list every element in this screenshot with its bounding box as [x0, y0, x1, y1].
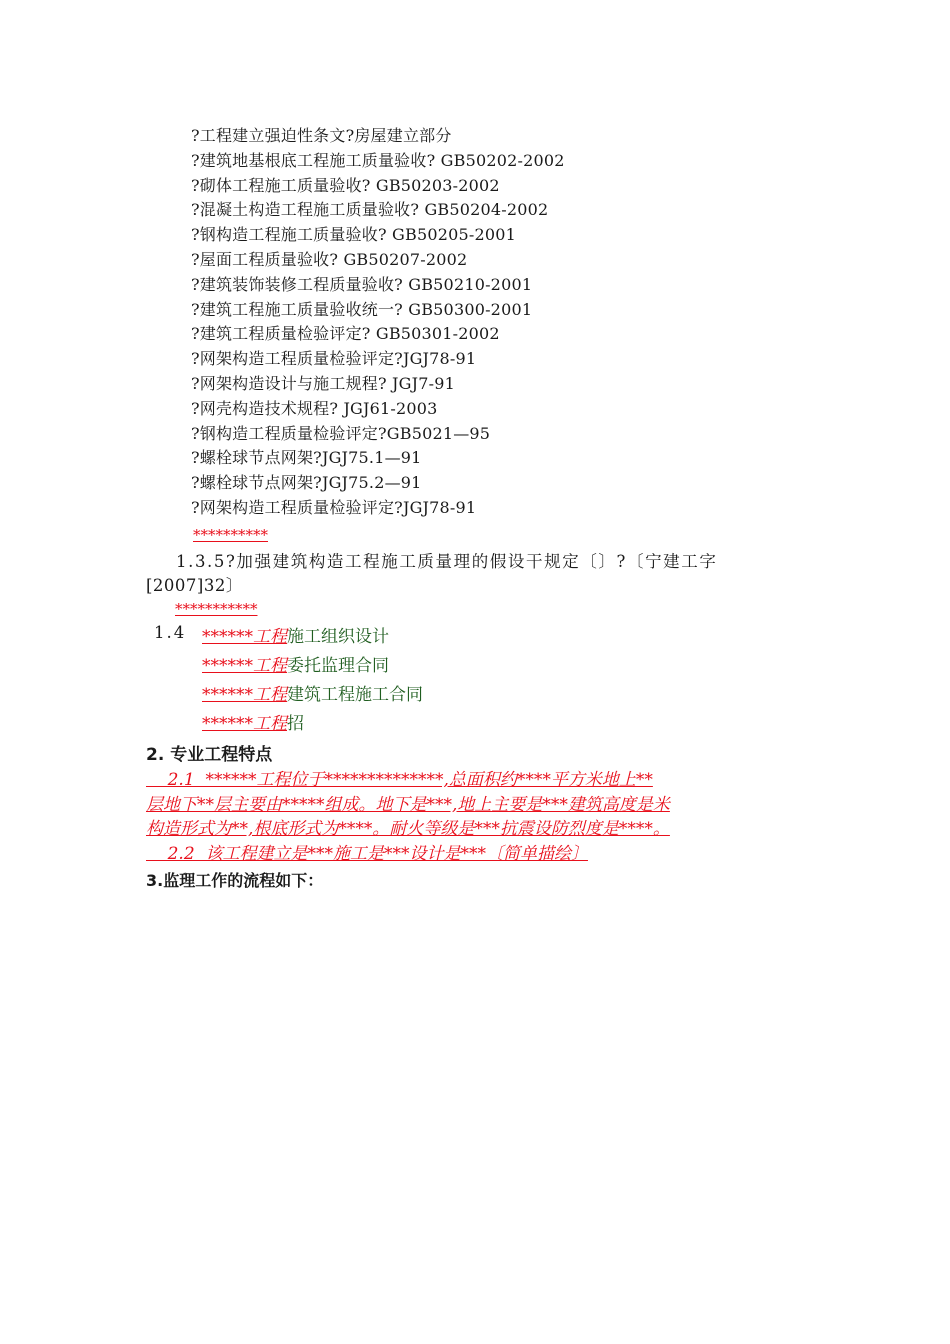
- section-1-4-item: [202, 622, 389, 647]
- standard-item: ?网架构造设计与施工规程? JGJ7-91: [191, 373, 455, 393]
- description-line: 2.2 该工程建立是***施工是***设计是***〔简单描绘〕: [146, 843, 588, 864]
- standard-item: ?建筑地基根底工程施工质量验收? GB50202-2002: [191, 150, 565, 170]
- standard-item: ?砌体工程施工质量验收? GB50203-2002: [191, 175, 500, 195]
- standard-item: ?工程建立强迫性条文?房屋建立部分: [191, 126, 452, 145]
- standard-item: ?钢构造工程施工质量验收? GB50205-2001: [191, 225, 517, 245]
- standard-item: ?建筑工程质量检验评定? GB50301-2002: [191, 324, 500, 344]
- standard-item: ?钢构造工程质量检验评定?GB5021—95: [191, 423, 491, 443]
- standard-item: ?建筑装饰装修工程质量验收? GB50210-2001: [191, 274, 533, 294]
- heading-section-2: 2. 专业工程特点: [146, 745, 273, 765]
- placeholder-stars: **********: [193, 526, 268, 544]
- description-line: 构造形式为**,根底形式为****。耐火等级是***抗震设防烈度是****。: [146, 819, 670, 839]
- item-1-3-5-line2: [2007]32〕: [146, 576, 243, 595]
- standard-item: ?网架构造工程质量检验评定?JGJ78-91: [191, 349, 477, 369]
- description-line: 层地下**层主要由*****组成。地下是***,地上主要是***建筑高度是米: [146, 794, 670, 815]
- description-line: 2.1 ******工程位于**************,总面积约****平方米地上**: [146, 770, 653, 790]
- placeholder-stars: ***********: [175, 600, 258, 618]
- standards-list: [191, 124, 565, 521]
- standard-item: ?混凝土构造工程施工质量验收? GB50204-2002: [191, 200, 549, 220]
- project-placeholder: ******工程: [202, 714, 287, 734]
- section-1-4-item: [202, 651, 389, 676]
- standard-item: ?屋面工程质量验收? GB50207-2002: [191, 249, 468, 269]
- item-text: 建筑工程施工合同: [287, 685, 423, 705]
- standard-item: ?建筑工程施工质量验收统一? GB50300-2001: [191, 299, 533, 319]
- item-text: 招: [287, 714, 304, 734]
- section-1-4-number: 1.4: [154, 623, 187, 642]
- project-placeholder: ******工程: [202, 656, 287, 676]
- heading-section-3: 3.监理工作的流程如下：: [146, 871, 324, 890]
- standard-item: ?螺栓球节点网架?JGJ75.2—91: [191, 473, 422, 493]
- item-text: 委托监理合同: [287, 656, 389, 676]
- project-description: [146, 768, 810, 866]
- standard-item: ?网架构造工程质量检验评定?JGJ78-91: [191, 497, 477, 517]
- project-placeholder: ******工程: [202, 627, 287, 647]
- item-1-3-5-line1: 1.3.5?加强建筑构造工程施工质量理的假设干规定〔〕?〔宁建工字: [176, 552, 718, 571]
- standard-item: ?网壳构造技术规程? JGJ61-2003: [191, 398, 438, 418]
- standard-item: ?螺栓球节点网架?JGJ75.1—91: [191, 448, 422, 468]
- section-1-4-item: [202, 709, 304, 734]
- section-1-4-item: [202, 680, 423, 705]
- project-placeholder: ******工程: [202, 685, 287, 705]
- item-text: 施工组织设计: [287, 627, 389, 647]
